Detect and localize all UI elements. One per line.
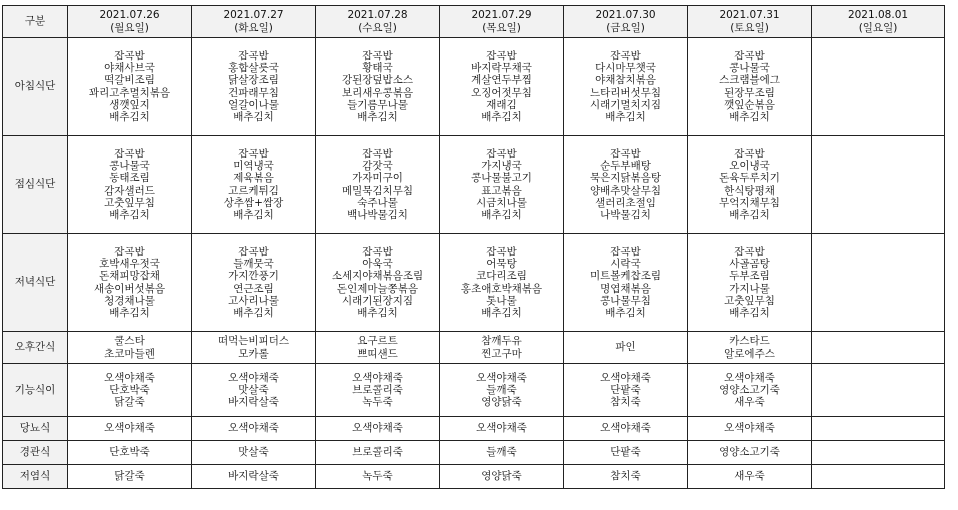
menu-item: 청경채나물 xyxy=(104,294,155,307)
menu-item: 배추김치 xyxy=(605,307,646,320)
weekday: (목요일) xyxy=(482,21,521,34)
menu-item: 오색야채죽 xyxy=(104,371,155,384)
menu-item: 들깨죽 xyxy=(486,383,517,396)
menu-cell xyxy=(192,441,316,465)
menu-item: 콩나물국 xyxy=(109,159,150,172)
menu-cell xyxy=(812,38,945,136)
menu-item: 바지락무채국 xyxy=(471,61,532,74)
menu-cell xyxy=(192,136,316,234)
menu-item: 단호박죽 xyxy=(109,446,150,459)
menu-item: 홍초애호박채볶음 xyxy=(460,282,543,295)
menu-item: 단호박죽 xyxy=(109,383,150,396)
menu-item: 배추김치 xyxy=(109,209,150,222)
menu-item: 가자미구이 xyxy=(352,172,403,185)
menu-item: 황태국 xyxy=(362,61,393,74)
menu-cell xyxy=(688,364,812,417)
menu-cell xyxy=(440,364,564,417)
menu-item: 사골곰탕 xyxy=(729,257,770,270)
menu-cell xyxy=(812,417,945,441)
menu-cell xyxy=(564,364,688,417)
menu-item: 단팥죽 xyxy=(610,383,641,396)
date: 2021.08.01 xyxy=(847,9,909,22)
menu-cell xyxy=(440,465,564,489)
menu-item: 고춧잎무침 xyxy=(724,294,775,307)
menu-item: 아욱국 xyxy=(362,257,393,270)
menu-item: 콩나물국 xyxy=(729,61,770,74)
menu-item: 가지냉국 xyxy=(481,159,522,172)
menu-cell xyxy=(440,136,564,234)
meal-row xyxy=(3,136,945,234)
menu-cell xyxy=(316,136,440,234)
menu-item: 참깨두유 xyxy=(481,335,522,348)
menu-item: 떠먹는비피더스 xyxy=(217,335,289,348)
meal-type-label: 당뇨식 xyxy=(3,417,68,441)
date: 2021.07.26 xyxy=(99,9,160,22)
menu-item: 표고볶음 xyxy=(481,184,522,197)
menu-item: 야채참치볶음 xyxy=(595,74,656,87)
day-header xyxy=(440,6,564,38)
menu-item: 영양닭죽 xyxy=(481,470,522,483)
menu-item: 가지나물 xyxy=(729,282,770,295)
menu-cell xyxy=(316,417,440,441)
menu-item: 들기름무나물 xyxy=(347,98,408,111)
menu-cell xyxy=(192,364,316,417)
menu-item: 배추김치 xyxy=(729,307,770,320)
meal-row xyxy=(3,441,945,465)
day-header xyxy=(68,6,192,38)
menu-item: 맛살죽 xyxy=(238,446,269,459)
menu-item: 참치죽 xyxy=(610,396,641,409)
day-header-saturday xyxy=(688,6,812,38)
menu-cell xyxy=(192,417,316,441)
menu-item: 영양소고기죽 xyxy=(719,446,780,459)
menu-item: 상추쌈+쌈장 xyxy=(223,196,284,209)
menu-cell xyxy=(812,234,945,332)
menu-item: 잡곡밥 xyxy=(114,245,145,258)
menu-item: 잡곡밥 xyxy=(610,49,641,62)
meal-row xyxy=(3,234,945,332)
menu-cell xyxy=(688,38,812,136)
menu-item: 돈인제마늘쫑볶음 xyxy=(336,282,419,295)
menu-item: 배추김치 xyxy=(233,209,274,222)
menu-cell xyxy=(688,136,812,234)
menu-cell xyxy=(316,364,440,417)
menu-item: 양배추맛살무침 xyxy=(589,184,661,197)
day-header-sunday xyxy=(812,6,945,38)
menu-item: 배추김치 xyxy=(605,111,646,124)
menu-cell xyxy=(812,441,945,465)
menu-item: 모카롤 xyxy=(238,347,269,360)
menu-cell xyxy=(440,441,564,465)
menu-item: 들깨죽 xyxy=(486,446,517,459)
menu-item: 건파래무침 xyxy=(228,86,279,99)
menu-item: 재래김 xyxy=(486,98,517,111)
menu-item: 찐고구마 xyxy=(481,347,522,360)
menu-item: 배추김치 xyxy=(109,307,150,320)
menu-item: 감자샐러드 xyxy=(104,184,155,197)
menu-item: 연근조림 xyxy=(233,282,274,295)
menu-item: 배추김치 xyxy=(357,111,398,124)
menu-item: 묵은지닭볶음탕 xyxy=(589,172,661,185)
menu-item: 오징어젓무침 xyxy=(471,86,532,99)
meal-type-label: 점심식단 xyxy=(3,136,68,234)
menu-cell xyxy=(688,332,812,364)
menu-cell xyxy=(564,332,688,364)
menu-item: 동태조림 xyxy=(109,172,150,185)
menu-item: 잡곡밥 xyxy=(362,245,393,258)
menu-item: 다시마무챗국 xyxy=(595,61,656,74)
menu-item: 콩나물불고기 xyxy=(471,172,532,185)
menu-item: 미역냉국 xyxy=(233,159,274,172)
weekday: (일요일) xyxy=(858,21,898,34)
menu-item: 시래기된장지짐 xyxy=(341,294,413,307)
menu-cell xyxy=(564,38,688,136)
menu-item: 가지깐풍기 xyxy=(228,270,279,283)
menu-item: 미트볼케찹조림 xyxy=(589,270,661,283)
menu-cell xyxy=(440,417,564,441)
menu-item: 오색야채죽 xyxy=(352,371,403,384)
menu-item: 제육볶음 xyxy=(233,172,274,185)
menu-item: 무억지채무침 xyxy=(719,196,780,209)
menu-item: 야채사브국 xyxy=(104,61,155,74)
menu-item: 잡곡밥 xyxy=(734,245,765,258)
menu-item: 오색야채죽 xyxy=(600,422,651,435)
menu-cell xyxy=(68,417,192,441)
menu-cell xyxy=(440,38,564,136)
menu-item: 오색야채죽 xyxy=(476,371,527,384)
menu-cell xyxy=(68,465,192,489)
menu-cell xyxy=(192,332,316,364)
meal-type-label: 저녁식단 xyxy=(3,234,68,332)
menu-item: 오색야채죽 xyxy=(228,422,279,435)
menu-cell xyxy=(68,136,192,234)
menu-cell xyxy=(564,234,688,332)
meal-type-label: 저염식 xyxy=(3,465,68,489)
menu-cell xyxy=(68,38,192,136)
menu-cell xyxy=(192,38,316,136)
menu-item: 배추김치 xyxy=(729,209,770,222)
menu-item: 잡곡밥 xyxy=(734,147,765,160)
menu-cell xyxy=(688,417,812,441)
menu-item: 바지락살죽 xyxy=(228,396,279,409)
menu-item: 잡곡밥 xyxy=(114,49,145,62)
menu-item: 숙주나물 xyxy=(357,196,398,209)
menu-cell xyxy=(316,441,440,465)
menu-item: 잡곡밥 xyxy=(362,49,393,62)
meal-row xyxy=(3,465,945,489)
menu-item: 오색야채죽 xyxy=(352,422,403,435)
menu-item: 녹두죽 xyxy=(362,396,393,409)
menu-item: 카스타드 xyxy=(729,335,770,348)
menu-item: 배추김치 xyxy=(481,307,522,320)
menu-item: 시래기멸치지짐 xyxy=(589,98,661,111)
menu-item: 단팥죽 xyxy=(610,446,641,459)
menu-cell xyxy=(812,465,945,489)
menu-item: 배추김치 xyxy=(233,307,274,320)
menu-item: 샐러리초절임 xyxy=(595,196,656,209)
menu-cell xyxy=(564,417,688,441)
menu-item: 잡곡밥 xyxy=(486,245,517,258)
menu-item: 두부조림 xyxy=(729,270,770,283)
menu-item: 스크램블에그 xyxy=(719,74,780,87)
menu-item: 시금치나물 xyxy=(476,196,527,209)
menu-body xyxy=(3,38,945,489)
menu-cell xyxy=(688,465,812,489)
meal-type-label: 경관식 xyxy=(3,441,68,465)
day-header xyxy=(564,6,688,38)
meal-row xyxy=(3,38,945,136)
menu-item: 파인 xyxy=(615,341,636,354)
menu-item: 코다리조림 xyxy=(476,270,527,283)
menu-item: 명엽채볶음 xyxy=(600,282,651,295)
menu-item: 호박새우젓국 xyxy=(99,257,160,270)
date: 2021.07.28 xyxy=(347,9,408,22)
menu-item: 깻잎순볶음 xyxy=(724,98,775,111)
menu-item: 맛살죽 xyxy=(238,383,269,396)
date: 2021.07.27 xyxy=(223,9,284,22)
menu-item: 오색야채죽 xyxy=(104,422,155,435)
menu-item: 홍합살릇국 xyxy=(228,61,279,74)
menu-item: 시락국 xyxy=(610,257,641,270)
menu-item: 순두부배탕 xyxy=(600,159,651,172)
menu-item: 생깻잎지 xyxy=(109,98,150,111)
menu-cell xyxy=(68,441,192,465)
menu-item: 브로콜리죽 xyxy=(352,446,403,459)
menu-cell xyxy=(316,234,440,332)
menu-item: 고춧잎무침 xyxy=(104,196,155,209)
menu-item: 오이냉국 xyxy=(729,159,770,172)
menu-item: 잡곡밥 xyxy=(734,49,765,62)
menu-item: 잡곡밥 xyxy=(238,49,269,62)
menu-item: 감잣국 xyxy=(362,159,393,172)
menu-item: 잡곡밥 xyxy=(114,147,145,160)
menu-cell xyxy=(68,234,192,332)
menu-item: 오색야채죽 xyxy=(724,422,775,435)
menu-item: 계살연두부찜 xyxy=(471,74,532,87)
menu-item: 잡곡밥 xyxy=(238,147,269,160)
date: 2021.07.31 xyxy=(719,9,780,22)
menu-item: 들깨뭇국 xyxy=(233,257,274,270)
menu-item: 소세지야채볶음조림 xyxy=(331,270,424,283)
menu-item: 어묵탕 xyxy=(486,257,517,270)
menu-cell xyxy=(564,136,688,234)
menu-item: 메밀묵김치무침 xyxy=(341,184,413,197)
menu-item: 잡곡밥 xyxy=(362,147,393,160)
meal-row xyxy=(3,417,945,441)
menu-item: 한식탕평채 xyxy=(724,184,775,197)
menu-cell xyxy=(440,332,564,364)
menu-item: 알로에주스 xyxy=(724,347,775,360)
menu-item: 오색야채죽 xyxy=(228,371,279,384)
menu-item: 녹두죽 xyxy=(362,470,393,483)
menu-item: 느타리버섯무침 xyxy=(589,86,661,99)
header-row xyxy=(3,6,945,38)
menu-item: 영양소고기죽 xyxy=(719,383,780,396)
menu-item: 백나박물김치 xyxy=(347,209,408,222)
menu-cell xyxy=(440,234,564,332)
menu-item: 잡곡밥 xyxy=(610,245,641,258)
menu-cell xyxy=(812,136,945,234)
menu-item: 쿨스타 xyxy=(114,335,145,348)
menu-item: 배추김치 xyxy=(109,111,150,124)
meal-type-label: 기능식이 xyxy=(3,364,68,417)
menu-item: 배추김치 xyxy=(481,209,522,222)
date: 2021.07.29 xyxy=(471,9,532,22)
menu-item: 잡곡밥 xyxy=(486,49,517,62)
menu-item: 나박물김치 xyxy=(600,209,651,222)
menu-item: 참치죽 xyxy=(610,470,641,483)
menu-cell xyxy=(192,465,316,489)
menu-item: 닭갈죽 xyxy=(114,396,145,409)
menu-item: 오색야채죽 xyxy=(724,371,775,384)
meal-type-label: 오후간식 xyxy=(3,332,68,364)
menu-item: 강된장덮밥소스 xyxy=(341,74,413,87)
menu-item: 요구르트 xyxy=(357,335,398,348)
weekday: (수요일) xyxy=(358,21,397,34)
menu-cell xyxy=(688,234,812,332)
menu-item: 된장무조림 xyxy=(724,86,775,99)
menu-item: 닭살장조림 xyxy=(228,74,279,87)
menu-item: 쁘띠샌드 xyxy=(357,347,398,360)
menu-cell xyxy=(688,441,812,465)
menu-cell xyxy=(812,364,945,417)
day-header xyxy=(316,6,440,38)
menu-item: 브로콜리죽 xyxy=(352,383,403,396)
meal-type-label: 아침식단 xyxy=(3,38,68,136)
menu-item: 꽈리고추멸치볶음 xyxy=(88,86,171,99)
weekday: (화요일) xyxy=(234,21,273,34)
menu-cell xyxy=(68,332,192,364)
menu-cell xyxy=(316,465,440,489)
menu-cell xyxy=(316,38,440,136)
meal-row xyxy=(3,364,945,417)
menu-item: 돈육두루치기 xyxy=(719,172,780,185)
weekday: (토요일) xyxy=(730,21,769,34)
menu-item: 초코마들렌 xyxy=(104,347,155,360)
menu-item: 잡곡밥 xyxy=(238,245,269,258)
weekly-menu-table xyxy=(2,5,945,489)
menu-item: 고르케튀김 xyxy=(228,184,279,197)
menu-item: 톳나물 xyxy=(486,294,517,307)
menu-item: 오색야채죽 xyxy=(476,422,527,435)
menu-item: 보리새우콩볶음 xyxy=(341,86,413,99)
menu-item: 떡갈비조림 xyxy=(104,74,155,87)
menu-item: 돈채피망잡채 xyxy=(99,270,160,283)
menu-item: 얼갈이나물 xyxy=(228,98,279,111)
menu-cell xyxy=(564,441,688,465)
weekday: (금요일) xyxy=(606,21,645,34)
menu-item: 배추김치 xyxy=(729,111,770,124)
menu-item: 새우죽 xyxy=(734,470,765,483)
menu-item: 콩나물무침 xyxy=(600,294,651,307)
menu-item: 잡곡밥 xyxy=(486,147,517,160)
corner-label: 구분 xyxy=(3,6,68,38)
menu-cell xyxy=(812,332,945,364)
day-header xyxy=(192,6,316,38)
date: 2021.07.30 xyxy=(595,9,656,22)
menu-item: 잡곡밥 xyxy=(610,147,641,160)
menu-cell xyxy=(192,234,316,332)
meal-row xyxy=(3,332,945,364)
menu-item: 영양닭죽 xyxy=(481,396,522,409)
menu-cell xyxy=(68,364,192,417)
menu-item: 오색야채죽 xyxy=(600,371,651,384)
menu-item: 바지락살죽 xyxy=(228,470,279,483)
menu-item: 배추김치 xyxy=(233,111,274,124)
menu-item: 배추김치 xyxy=(481,111,522,124)
menu-cell xyxy=(564,465,688,489)
menu-item: 새송이버섯볶음 xyxy=(93,282,165,295)
weekday: (월요일) xyxy=(110,21,149,34)
menu-item: 새우죽 xyxy=(734,396,765,409)
menu-item: 고사리나물 xyxy=(228,294,279,307)
menu-cell xyxy=(316,332,440,364)
menu-item: 배추김치 xyxy=(357,307,398,320)
menu-item: 닭갈죽 xyxy=(114,470,145,483)
